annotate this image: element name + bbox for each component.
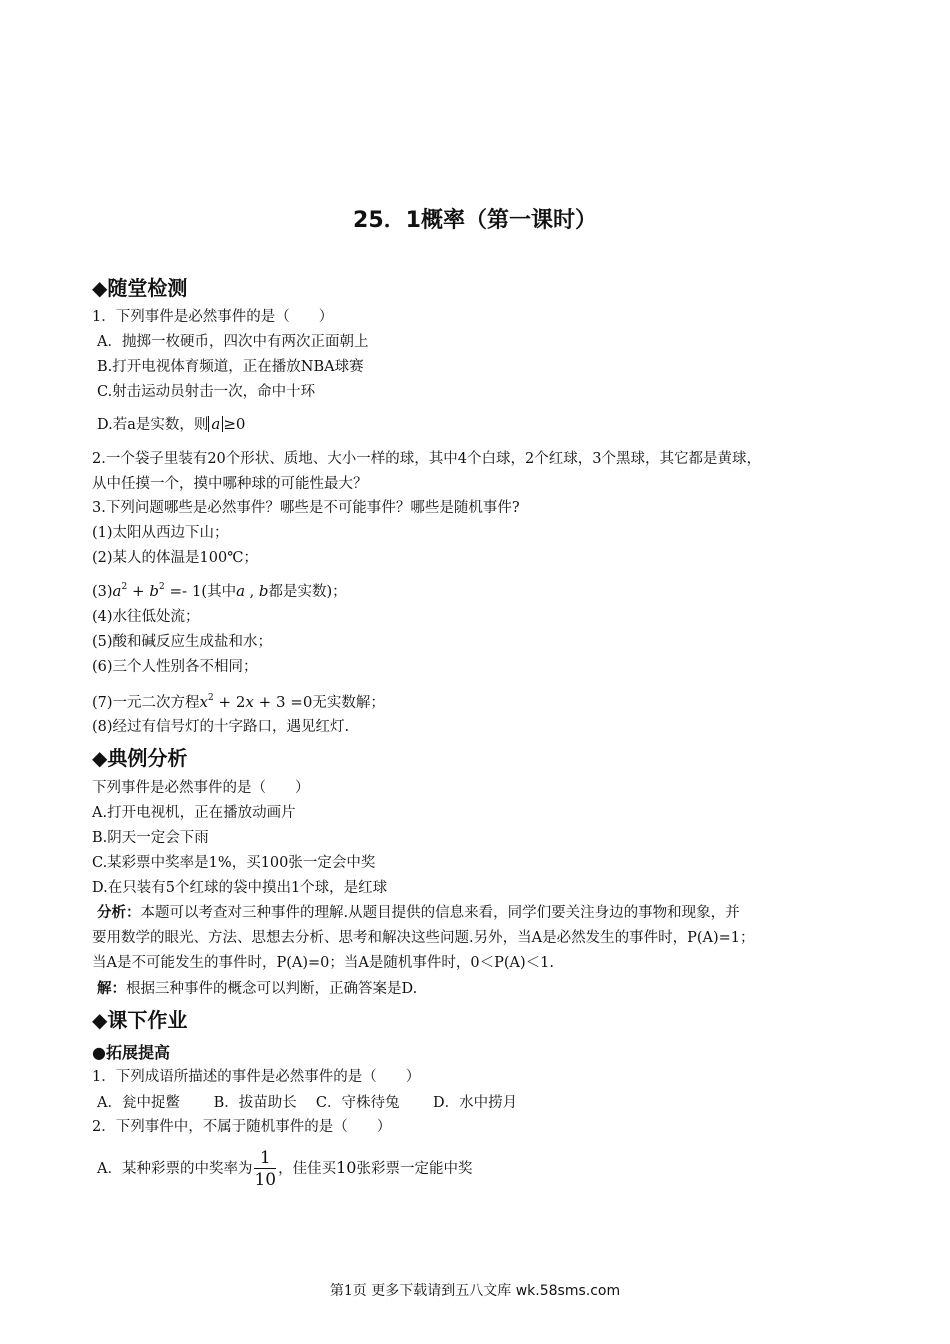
analysis-line-1 xyxy=(97,903,740,923)
item-7 xyxy=(92,688,385,713)
analysis-line-3: 当A是不可能发生的事件时，P(A)=0；当A是随机事件时，0＜P(A)＜1. xyxy=(92,955,554,971)
fraction-denominator: 10 xyxy=(254,1169,277,1190)
solution-line xyxy=(97,979,417,999)
var-b: b xyxy=(149,582,159,600)
var-x: x xyxy=(245,693,254,711)
section-heading-example: ◆典例分析 xyxy=(92,746,188,770)
equation-term: + 2 xyxy=(213,693,246,711)
item-7-label: (7)一元二次方程 xyxy=(92,695,200,711)
item-3-label: (3) xyxy=(92,584,113,600)
item-3-end: 都是实数)； xyxy=(268,584,347,600)
item-1: (1)太阳从西边下山； xyxy=(92,525,229,541)
var-a: a xyxy=(236,582,246,600)
question-2-line-2: 从中任摸一个，摸中哪种球的可能性最大？ xyxy=(92,476,368,492)
equals-minus-one: =- 1 xyxy=(164,582,202,600)
section-heading-homework: ◆课下作业 xyxy=(92,1008,188,1032)
page-title: 25．1概率（第一课时） xyxy=(353,208,597,233)
item-3 xyxy=(92,577,347,602)
question-1: 1．下列事件是必然事件的是（ ） xyxy=(92,309,334,325)
option-text: ，佳佳买 xyxy=(278,1161,337,1177)
question-2-line-1: 2.一个袋子里装有20个形状、质地、大小一样的球，其中4个白球，2个红球，3个黑球，其它都是黄球， xyxy=(92,451,761,467)
example-option-c: C.某彩票中奖率是1%，买100张一定会中奖 xyxy=(92,855,376,871)
q1-option-a: A．抛掷一枚硬币，四次中有两次正面朝上 xyxy=(97,334,369,350)
subsection-heading: ●拓展提高 xyxy=(92,1043,170,1062)
var-b: b xyxy=(258,582,269,600)
question-3: 3.下列问题哪些是必然事件？哪些是不可能事件？哪些是随机事件? xyxy=(92,500,520,516)
comma: , xyxy=(245,584,259,600)
plus-sign: + xyxy=(127,582,150,600)
page-footer xyxy=(0,1280,950,1300)
item-6: (6)三个人性别各不相同； xyxy=(92,659,258,675)
homework-q2-option-a xyxy=(97,1146,472,1191)
q1-option-b: B.打开电视体育频道，正在播放NBA球赛 xyxy=(97,359,364,375)
equation-term: + 3 =0 xyxy=(253,693,313,711)
item-4: (4)水往低处流； xyxy=(92,609,200,625)
item-5: (5)酸和碱反应生成盐和水； xyxy=(92,634,273,650)
number: 10 xyxy=(336,1158,357,1177)
item-8: (8)经过有信号灯的十字路口，遇见红灯. xyxy=(92,719,350,735)
q1d-text: D.若a是实数，则 xyxy=(97,417,209,433)
example-option-d: D.在只装有5个红球的袋中摸出1个球，是红球 xyxy=(92,880,388,896)
item-3-text: (其中 xyxy=(201,584,237,600)
homework-question-1: 1．下列成语所描述的事件是必然事件的是（ ） xyxy=(92,1069,421,1085)
q1-option-c: C.射击运动员射击一次，命中十环 xyxy=(97,384,316,400)
exponent: 2 xyxy=(121,582,128,592)
var-x: x xyxy=(199,693,209,711)
footer-link[interactable]: wk.58sms.com xyxy=(515,1283,621,1299)
footer-text: 第1页 更多下载请到五八文库 xyxy=(329,1283,512,1299)
exponent: 2 xyxy=(158,582,165,592)
homework-q1-options: A．瓮中捉鳖 B．拔苗助长 C．守株待兔 D．水中捞月 xyxy=(97,1095,518,1111)
section-heading-practice: ◆随堂检测 xyxy=(92,276,188,300)
fraction-numerator: 1 xyxy=(254,1148,276,1169)
q1d-inequality: ≥0 xyxy=(223,415,246,433)
example-option-b: B.阴天一定会下雨 xyxy=(92,830,209,846)
homework-question-2: 2．下列事件中，不属于随机事件的是（ ） xyxy=(92,1119,392,1135)
example-question: 下列事件是必然事件的是（ ） xyxy=(92,780,310,796)
item-7-end: 无实数解； xyxy=(312,695,385,711)
analysis-label: 分析： xyxy=(97,905,141,921)
abs-value: a xyxy=(208,416,223,432)
item-2: (2)某人的体温是100℃； xyxy=(92,550,258,566)
var-a: a xyxy=(112,582,122,600)
solution-label: 解： xyxy=(97,981,126,997)
q1-option-d xyxy=(97,414,245,435)
analysis-line-2: 要用数学的眼光、方法、思想去分析、思考和解决这些问题.另外，当A是必然发生的事件时，P(A)=1； xyxy=(92,930,755,946)
analysis-text: 本题可以考查对三种事件的理解.从题目提供的信息来看，同学们要关注身边的事物和现象，并 xyxy=(140,905,740,921)
fraction xyxy=(254,1148,276,1191)
exponent: 2 xyxy=(208,693,214,703)
option-text: 张彩票一定能中奖 xyxy=(356,1161,473,1177)
option-text: A．某种彩票的中奖率为 xyxy=(97,1161,253,1177)
solution-text: 根据三种事件的概念可以判断，正确答案是D. xyxy=(126,981,418,997)
example-option-a: A.打开电视机，正在播放动画片 xyxy=(92,805,296,821)
